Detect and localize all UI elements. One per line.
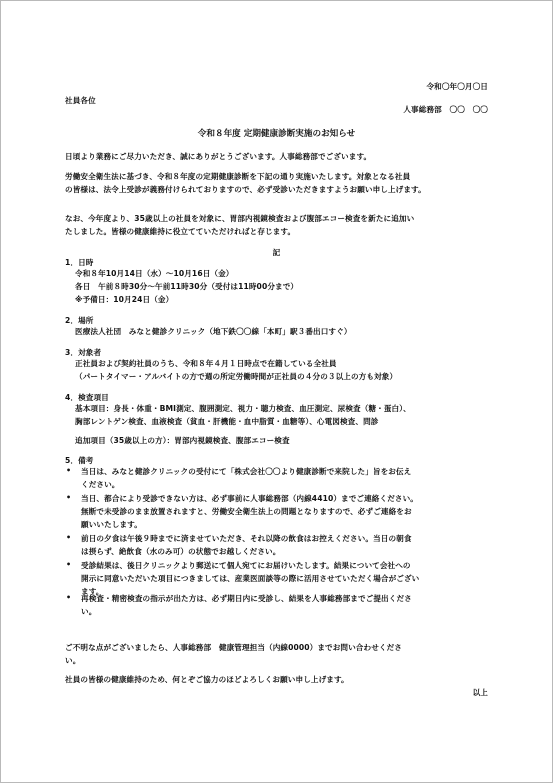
section-4-line-3: 追加項目（35歳以上の方）：胃部内視鏡検査、腹部エコー検査 <box>75 436 290 445</box>
section-1-heading: 1．日時 <box>65 258 94 267</box>
paragraph-1-line-2: の皆様は、法令上受診が義務付けられておりますので、必ず受診いただきますようお願い申し上げます。 <box>65 185 426 194</box>
note-3-line-2: は摂らず、絶飲食（水のみ可）の状態でお越しください。 <box>81 547 281 556</box>
note-1-line-1: 当日は、みなと健診クリニックの受付にて「株式会社〇〇より健康診断で来院した」旨をお伝え <box>81 467 412 476</box>
recipient: 社員各位 <box>65 96 96 105</box>
sender: 人事総務部 〇〇 〇〇 <box>403 105 488 114</box>
note-1-line-2: ください。 <box>81 480 120 489</box>
section-4-line-1: 基本項目：身長・体重・BMI測定、腹囲測定、視力・聴力検査、血圧測定、尿検査（糖・蛋白）、 <box>75 404 411 413</box>
note-2-line-1: 当日、都合により受診できない方は、必ず事前に人事総務部（内線4410）までご連絡ください。 <box>81 494 418 503</box>
paragraph-2-line-2: たしました。皆様の健康維持に役立てていただければと存じます。 <box>65 227 296 236</box>
note-2-line-2: 無断で未受診のまま放置されますと、労働安全衛生法上の問題となりますので、必ずご連絡をお <box>81 507 412 516</box>
section-2-heading: 2．場所 <box>65 316 94 325</box>
bullet-icon: • <box>66 493 72 502</box>
section-5-heading: 5．備考 <box>65 456 94 465</box>
section-3-heading: 3．対象者 <box>65 348 102 357</box>
contact-line-1: ご不明な点がございましたら、人事総務部 健康管理担当（内線0000）までお問い合わせくださ <box>65 643 402 652</box>
section-1-line-1: 令和８年10月14日（水）～10月16日（金） <box>75 269 234 278</box>
note-4-line-1: 受診結果は、後日クリニックより郵送にて個人宛てにお届けいたします。結果について会社への <box>81 561 411 570</box>
greeting-text: 日頃より業務にご尽力いただき、誠にありがとうございます。人事総務部でございます。 <box>65 152 372 161</box>
section-3-line-2: （パートタイマー・アルバイトの方で週の所定労働時間が正社員の４分の３以上の方も対象） <box>75 372 398 381</box>
section-1-line-2: 各日 午前８時30分～午前11時30分（受付は11時00分まで） <box>75 282 299 291</box>
closing-statement: 社員の皆様の健康維持のため、何とぞご協力のほどよろしくお願い申し上げます。 <box>65 675 349 684</box>
note-2-line-3: 願いいたします。 <box>81 520 142 529</box>
section-4-line-2: 胸部レントゲン検査、血液検査（貧血・肝機能・血中脂質・血糖等）、心電図検査、問診 <box>75 417 379 426</box>
contact-line-2: い。 <box>65 656 81 665</box>
bullet-icon: • <box>66 593 72 602</box>
section-4-heading: 4．検査項目 <box>65 393 109 402</box>
paragraph-1-line-1: 労働安全衛生法に基づき、令和８年度の定期健康診断を下記の通り実施いたします。対象となる社員 <box>65 172 411 181</box>
ijo-mark: 以上 <box>472 688 488 697</box>
note-4-line-2: 開示に同意いただいた項目につきましては、産業医面談等の際に活用させていただく場合がござい <box>81 574 420 583</box>
note-5-line-2: い。 <box>81 607 97 616</box>
bullet-icon: • <box>66 560 72 569</box>
section-3-line-1: 正社員および契約社員のうち、令和８年４月１日時点で在籍している全社員 <box>75 359 337 368</box>
document-date: 令和〇年〇月〇日 <box>426 82 488 91</box>
bullet-icon: • <box>66 466 72 475</box>
bullet-icon: • <box>66 533 72 542</box>
document-title: 令和８年度 定期健康診断実施のお知らせ <box>197 129 356 139</box>
note-4-line-3: ます。 <box>81 587 104 596</box>
section-2-line-1: 医療法人社団 みなと健診クリニック（地下鉄〇〇線「本町」駅３番出口すぐ） <box>75 327 352 336</box>
note-5-line-1: 再検査・精密検査の指示が出た方は、必ず期日内に受診し、結果を人事総務部までご提出くださ <box>81 594 412 603</box>
note-3-line-1: 前日の夕食は午後９時までに済ませていただき、それ以降の飲食はお控えください。当日の朝食 <box>81 534 412 543</box>
section-1-line-3: ※予備日：10月24日（金） <box>75 295 174 304</box>
ki-heading: 記 <box>272 248 281 257</box>
paragraph-2-line-1: なお、今年度より、35歳以上の社員を対象に、胃部内視鏡検査および腹部エコー検査を新たに追加い <box>65 214 415 223</box>
